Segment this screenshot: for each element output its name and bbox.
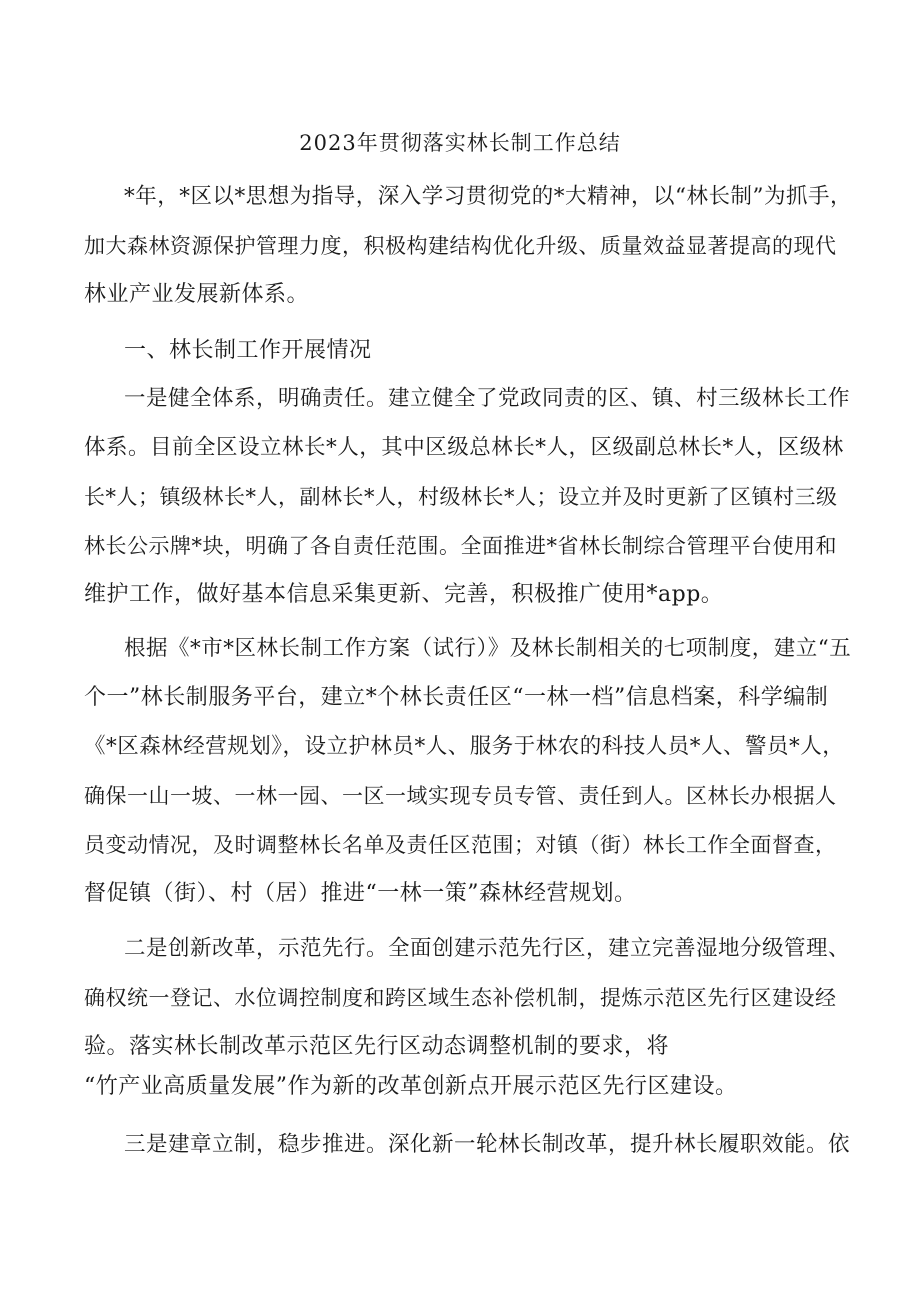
paragraph-line: 三是建章立制，稳步推进。深化新一轮林长制改革，提升林长履职效能。依 [124,1132,851,1157]
paragraph-line: 体系。目前全区设立林长*人，其中区级总林长*人，区级副总林长*人，区级林 [84,435,844,460]
paragraph-line: 长*人；镇级林长*人，副林长*人，村级林长*人；设立并及时更新了区镇村三级 [84,485,838,509]
paragraph-line: 林业产业发展新体系。 [84,282,310,307]
paragraph-line: 加大森林资源保护管理力度，积极构建结构优化升级、质量效益显著提高的现代 [84,234,837,258]
paragraph-line: 维护工作，做好基本信息采集更新、完善，积极推广使用*app。 [84,582,724,607]
paragraph-line: 根据《*市*区林长制工作方案（试行）》及林长制相关的七项制度，建立“五 [124,636,852,661]
paragraph-line: 确保一山一坡、一林一园、一区一域实现专员专管、责任到人。区林长办根据人 [84,784,837,808]
paragraph-line: *年，*区以*思想为指导，深入学习贯彻党的*大精神，以“林长制”为抓手， [124,184,852,209]
paragraph-line: 《*区森林经营规划》，设立护林员*人、服务于林农的科技人员*人、警员*人， [84,734,845,759]
paragraph-line: 个一”林长制服务平台，建立*个林长责任区“一林一档”信息档案，科学编制 [84,685,829,710]
paragraph-line: 督促镇（街）、村（居）推进“一林一策”森林经营规划。 [84,881,637,906]
paragraph-line: 确权统一登记、水位调控制度和跨区域生态补偿机制，提炼示范区先行区建设经 [84,986,837,1010]
paragraph-line: 员变动情况，及时调整林长名单及责任区范围；对镇（街）林长工作全面督查， [84,833,837,857]
document-title: 2023年贯彻落实林长制工作总结 [299,131,621,155]
paragraph-line: 一是健全体系，明确责任。建立健全了党政同责的区、镇、村三级林长工作 [124,386,851,411]
paragraph-line: “竹产业高质量发展”作为新的改革创新点开展示范区先行区建设。 [84,1074,738,1099]
paragraph-line: 二是创新改革，示范先行。全面创建示范先行区，建立完善湿地分级管理、 [124,936,851,961]
section-heading: 一、林长制工作开展情况 [124,338,372,363]
paragraph-line: 林长公示牌*块，明确了各自责任范围。全面推进*省林长制综合管理平台使用和 [84,534,837,558]
paragraph-line: 验。落实林长制改革示范区先行区动态调整机制的要求，将 [84,1034,670,1059]
